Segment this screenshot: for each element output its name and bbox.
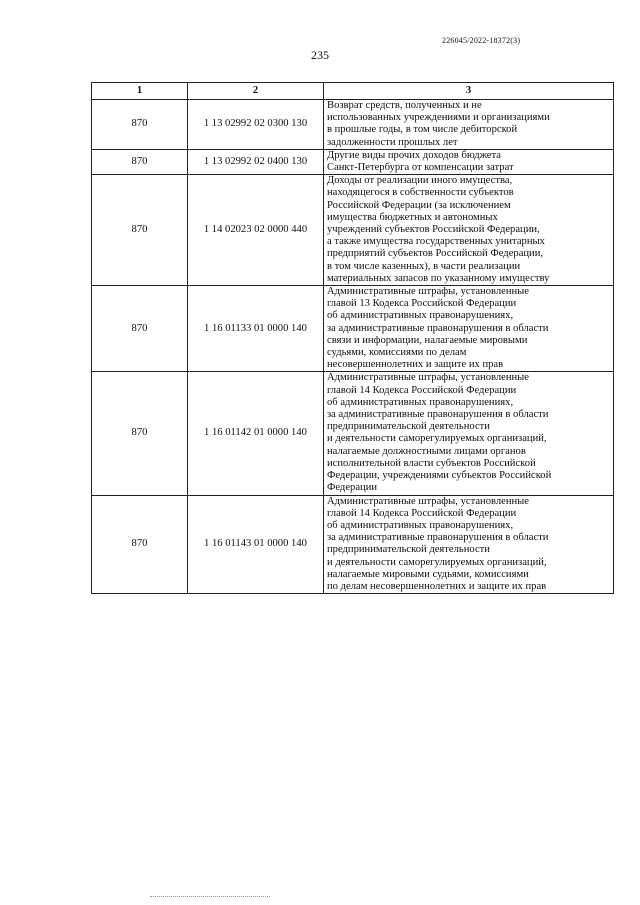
budget-classification-code-cell: 1 16 01143 01 0000 140	[188, 495, 324, 594]
description-line: Доходы от реализации иного имущества,	[327, 175, 513, 187]
description-line: главой 14 Кодекса Российской Федерации	[327, 384, 517, 396]
description-line: по делам несовершеннолетних и защите их прав	[327, 580, 547, 592]
description-cell	[324, 100, 614, 150]
description-line: Федерации	[327, 482, 378, 494]
admin-code-cell: 870	[92, 149, 188, 174]
admin-code-cell: 870	[92, 372, 188, 495]
description-line: Административные штрафы, установленные	[327, 372, 530, 384]
description-line: об административных правонарушениях,	[327, 396, 514, 408]
description-line: в прошлые годы, в том числе дебиторской	[327, 124, 518, 136]
table-row	[92, 286, 614, 372]
column-header-1: 1	[92, 83, 188, 100]
description-line: об административных правонарушениях,	[327, 310, 514, 322]
description-line: Возврат средств, полученных и не	[327, 100, 482, 111]
description-line: учреждений субъектов Российской Федерации,	[327, 224, 540, 236]
description-line: связи и информации, налагаемые мировыми	[327, 334, 528, 346]
description-line: об административных правонарушениях,	[327, 519, 514, 531]
description-cell	[324, 495, 614, 594]
description-line: материальных запасов по указанному имуществу	[327, 272, 550, 284]
description-line: в том числе казенных), в части реализации	[327, 260, 521, 272]
description-line: предприятий субъектов Российской Федерации,	[327, 248, 544, 260]
description-line: и деятельности саморегулируемых организаций,	[327, 433, 547, 445]
admin-code-cell: 870	[92, 286, 188, 372]
description-line: за административные правонарушения в области	[327, 409, 549, 421]
description-line: за административные правонарушения в области	[327, 322, 549, 334]
description-line: за административные правонарушения в области	[327, 532, 549, 544]
description-line: а также имущества государственных унитарных	[327, 236, 545, 248]
description-line: Санкт-Петербурга от компенсации затрат	[327, 162, 514, 174]
description-cell	[324, 175, 614, 286]
description-line: предпринимательской деятельности	[327, 544, 490, 556]
description-line: Другие виды прочих доходов бюджета	[327, 149, 501, 161]
description-cell	[324, 149, 614, 174]
description-line: судьями, комиссиями по делам	[327, 347, 467, 359]
admin-code-cell: 870	[92, 100, 188, 150]
description-line: Российской Федерации (за исключением	[327, 199, 511, 211]
table-header-row	[92, 83, 614, 100]
description-cell	[324, 286, 614, 372]
description-line: Административные штрафы, установленные	[327, 286, 530, 298]
admin-code-cell: 870	[92, 495, 188, 594]
revenue-codes-table	[91, 82, 614, 594]
column-header-2: 2	[188, 83, 324, 100]
description-line: налагаемые должностными лицами органов	[327, 445, 526, 457]
description-line: главой 14 Кодекса Российской Федерации	[327, 507, 517, 519]
column-header-3: 3	[324, 83, 614, 100]
description-line: использованных учреждениями и организациями	[327, 112, 550, 124]
table-body	[92, 100, 614, 594]
table-row	[92, 100, 614, 150]
description-line: задолженности прошлых лет	[327, 136, 458, 148]
budget-classification-code-cell: 1 13 02992 02 0400 130	[188, 149, 324, 174]
scan-artifact	[150, 896, 270, 900]
table-row	[92, 372, 614, 495]
page-number: 235	[311, 48, 329, 62]
table-row	[92, 149, 614, 174]
description-line: несовершеннолетних и защите их прав	[327, 359, 504, 371]
table-row	[92, 175, 614, 286]
table-row	[92, 495, 614, 594]
budget-classification-code-cell: 1 14 02023 02 0000 440	[188, 175, 324, 286]
description-line: находящегося в собственности субъектов	[327, 187, 514, 199]
description-line: и деятельности саморегулируемых организаций,	[327, 556, 547, 568]
description-line: налагаемые мировыми судьями, комиссиями	[327, 568, 529, 580]
description-line: исполнительной власти субъектов Российской	[327, 457, 536, 469]
document-id: 226045/2022-18372(3)	[442, 36, 521, 45]
description-line: предпринимательской деятельности	[327, 421, 490, 433]
description-line: Административные штрафы, установленные	[327, 495, 530, 507]
description-line: главой 13 Кодекса Российской Федерации	[327, 298, 517, 310]
budget-classification-code-cell: 1 13 02992 02 0300 130	[188, 100, 324, 150]
budget-classification-code-cell: 1 16 01142 01 0000 140	[188, 372, 324, 495]
budget-classification-code-cell: 1 16 01133 01 0000 140	[188, 286, 324, 372]
description-cell	[324, 372, 614, 495]
description-line: Федерации, учреждениями субъектов Российской	[327, 470, 552, 482]
description-line: имущества бюджетных и автономных	[327, 211, 498, 223]
admin-code-cell: 870	[92, 175, 188, 286]
